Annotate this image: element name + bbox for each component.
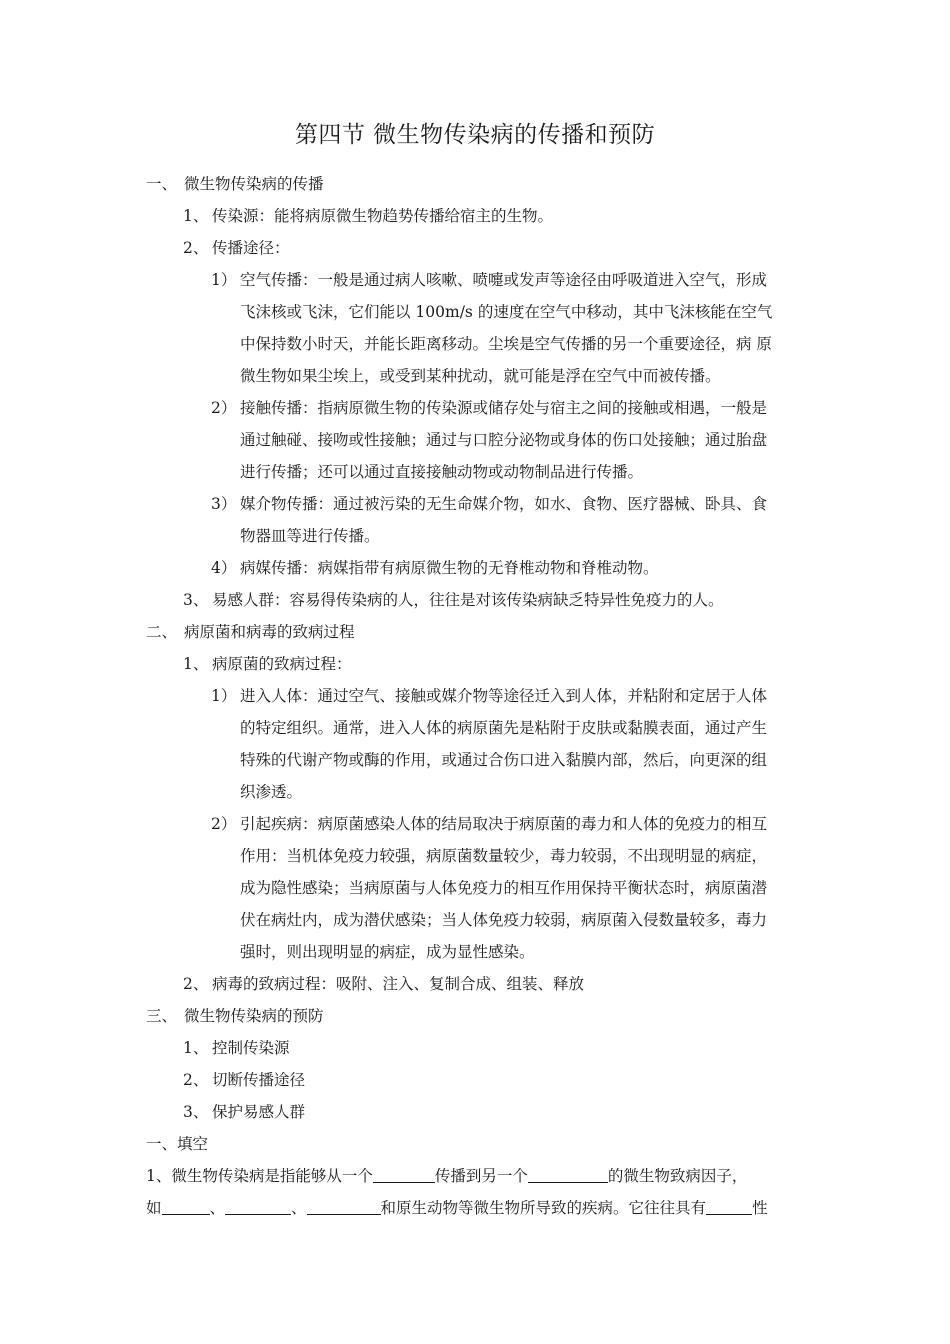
list-item: [183, 1102, 305, 1122]
question-text: 1、微生物传染病是指能够从一个: [146, 1167, 373, 1185]
list-number: 1）: [211, 271, 237, 289]
line-text: 成为隐性感染；当病原菌与人体免疫力的相互作用保持平衡状态时，病原菌潜: [240, 879, 768, 897]
list-item: [211, 270, 767, 290]
line-text: 病原菌和病毒的致病过程: [184, 623, 355, 641]
exercise-heading: [146, 1134, 208, 1154]
page-title: 第四节 微生物传染病的传播和预防: [294, 122, 656, 148]
line-text: 飞沫核或飞沫，它们能以 100m/s 的速度在空气中移动，其中飞沫核能在空气: [240, 303, 773, 321]
list-number: 3）: [211, 495, 237, 513]
question-text: 的微生物致病因子，: [607, 1167, 748, 1185]
list-number: 2、: [183, 239, 209, 257]
question-text: 如: [146, 1199, 162, 1217]
continuation-line: [240, 782, 302, 802]
continuation-line: [240, 430, 767, 450]
list-number: 1、: [183, 655, 209, 673]
line-text: 伏在病灶内，成为潜伏感染；当人体免疫力较弱，病原菌入侵数量较多，毒力: [240, 911, 768, 929]
continuation-line: [240, 878, 767, 898]
line-text: 微生物如果尘埃上，或受到某种扰动，就可能是浮在空气中而被传播。: [240, 367, 721, 385]
line-text: 中保持数小时天，并能长距离移动。尘埃是空气传播的另一个重要途径，病 原: [240, 335, 772, 353]
list-number: 2）: [211, 399, 237, 417]
list-number: 4）: [211, 559, 237, 577]
question-text: 性: [752, 1199, 768, 1217]
continuation-line: [240, 846, 767, 866]
list-item: [211, 398, 767, 418]
line-text: 物器皿等进行传播。: [240, 527, 380, 545]
line-text: 空气传播：一般是通过病人咳嗽、喷嚏或发声等途径由呼吸道进入空气，形成: [240, 271, 768, 289]
continuation-line: [240, 718, 767, 738]
list-item: [211, 494, 767, 514]
section-heading: [146, 174, 324, 194]
question-text: 和原生动物等微生物所导致的疾病。它往往具有: [380, 1199, 707, 1217]
list-number: 2、: [183, 975, 209, 993]
list-item: [211, 686, 767, 706]
line-text: 进入人体：通过空气、接触或媒介物等途径迁入到人体，并粘附和定居于人体: [240, 687, 768, 705]
continuation-line: [240, 750, 767, 770]
list-item: [183, 654, 352, 674]
line-text: 保护易感人群: [212, 1103, 306, 1121]
list-item: [183, 1038, 290, 1058]
line-text: 微生物传染病的传播: [184, 175, 324, 193]
question-text: 、: [209, 1199, 226, 1217]
line-text: 易感人群：容易得传染病的人，往往是对该传染病缺乏特异性免疫力的人。: [212, 591, 724, 609]
line-text: 传播途径：: [212, 239, 290, 257]
answer-blank[interactable]: [373, 1166, 435, 1183]
list-item: [211, 814, 767, 834]
line-text: 病毒的致病过程：吸附、注入、复制合成、组装、释放: [212, 975, 585, 993]
line-text: 特殊的代谢产物或酶的作用，或通过合伤口进入黏膜内部，然后，向更深的组: [240, 751, 768, 769]
list-number: 1、: [183, 207, 209, 225]
answer-blank[interactable]: [706, 1198, 752, 1215]
line-text: 微生物传染病的预防: [184, 1007, 324, 1025]
line-text: 织渗透。: [240, 783, 303, 801]
list-item: [183, 206, 553, 226]
continuation-line: [240, 334, 772, 354]
line-text: 病原菌的致病过程：: [212, 655, 352, 673]
continuation-line: [240, 910, 767, 930]
list-item: [183, 974, 584, 994]
line-text: 传染源：能将病原微生物趋势传播给宿主的生物。: [212, 207, 554, 225]
line-text: 切断传播途径: [212, 1071, 306, 1089]
list-number: 2）: [211, 815, 237, 833]
list-number: 1、: [183, 1039, 209, 1057]
continuation-line: [240, 526, 380, 546]
line-text: 接触传播：指病原微生物的传染源或储存处与宿主之间的接触或相遇，一般是: [240, 399, 768, 417]
line-text: 引起疾病：病原菌感染人体的结局取决于病原菌的毒力和人体的免疫力的相互: [240, 815, 768, 833]
list-number: 一、: [146, 175, 178, 193]
continuation-line: [240, 302, 772, 322]
list-item: [183, 238, 290, 258]
line-text: 一、填空: [146, 1135, 209, 1153]
list-number: 三、: [146, 1007, 178, 1025]
answer-blank[interactable]: [162, 1198, 210, 1215]
list-number: 二、: [146, 623, 178, 641]
list-number: 2、: [183, 1071, 209, 1089]
line-text: 进行传播；还可以通过直接接触动物或动物制品进行传播。: [240, 463, 644, 481]
list-number: 3、: [183, 591, 209, 609]
line-text: 强时，则出现明显的病症，成为显性感染。: [240, 943, 535, 961]
list-item: [183, 1070, 305, 1090]
continuation-line: [240, 366, 721, 386]
answer-blank[interactable]: [225, 1198, 291, 1215]
continuation-line: [240, 942, 535, 962]
question-text: 、: [291, 1199, 307, 1217]
fill-in-question-line: [146, 1166, 747, 1186]
list-item: [183, 590, 724, 610]
list-item: [211, 558, 659, 578]
section-heading: [146, 1006, 324, 1026]
line-text: 作用：当机体免疫力较强，病原菌数量较少，毒力较弱，不出现明显的病症，: [240, 847, 768, 865]
line-text: 通过触碰、接吻或性接触；通过与口腔分泌物或身体的伤口处接触；通过胎盘: [240, 431, 768, 449]
section-heading: [146, 622, 355, 642]
answer-blank[interactable]: [528, 1166, 608, 1183]
list-number: 3、: [183, 1103, 209, 1121]
continuation-line: [240, 462, 643, 482]
line-text: 的特定组织。通常，进入人体的病原菌先是粘附于皮肤或黏膜表面，通过产生: [240, 719, 768, 737]
answer-blank[interactable]: [307, 1198, 381, 1215]
fill-in-question-line: [146, 1198, 768, 1218]
line-text: 控制传染源: [212, 1039, 290, 1057]
question-text: 传播到另一个: [434, 1167, 528, 1185]
line-text: 媒介物传播：通过被污染的无生命媒介物，如水、食物、医疗器械、卧具、食: [240, 495, 768, 513]
line-text: 病媒传播：病媒指带有病原微生物的无脊椎动物和脊椎动物。: [240, 559, 659, 577]
list-number: 1）: [211, 687, 237, 705]
